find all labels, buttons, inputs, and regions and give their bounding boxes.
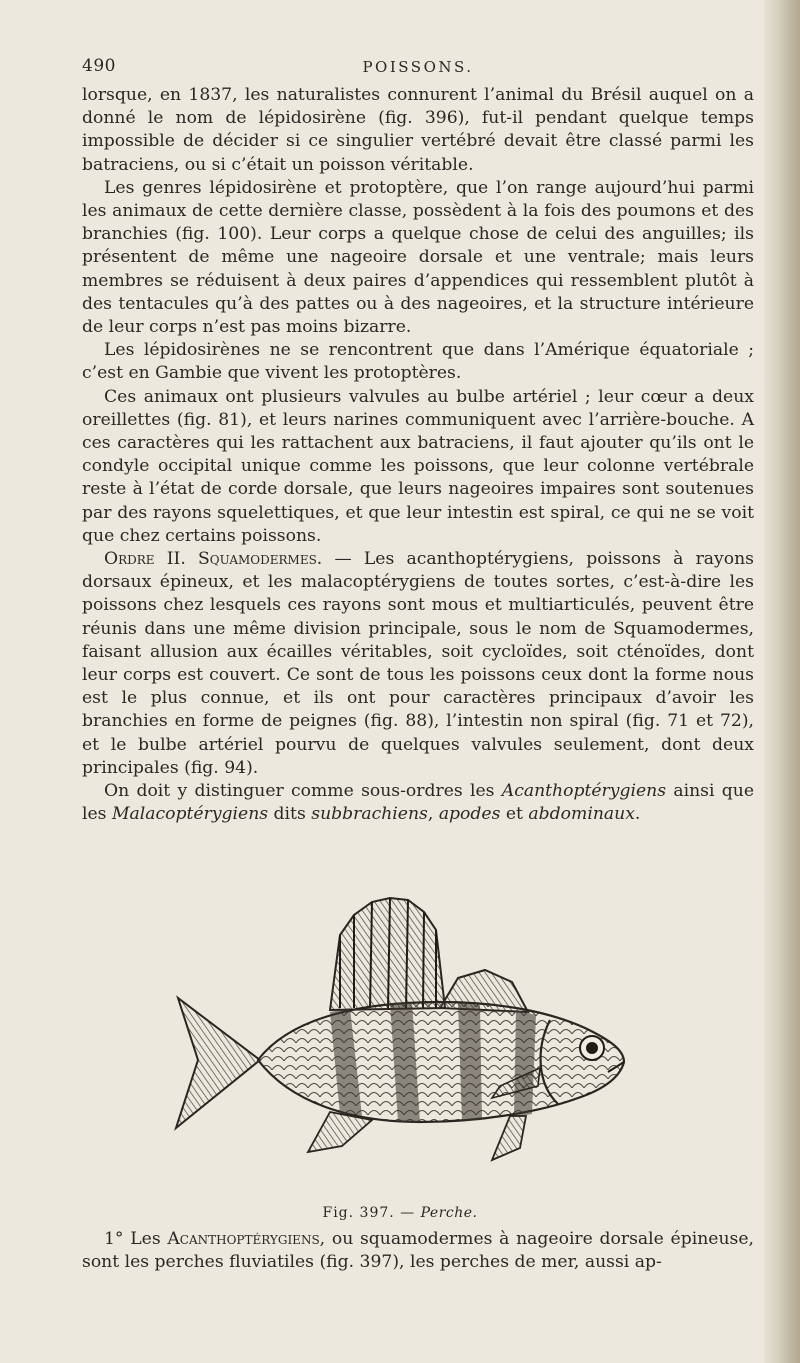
term-malacopterygiens: Malacoptérygiens — [111, 804, 269, 825]
caption-title: Perche. — [420, 1205, 478, 1221]
page-number: 490 — [82, 56, 116, 76]
term-subbrachiens: subbrachiens — [311, 804, 428, 825]
fish-body — [258, 1002, 624, 1122]
text-run: 1° Les — [104, 1229, 168, 1249]
text-run: . — [634, 804, 641, 825]
order-paragraph — [82, 548, 754, 780]
paragraph: Les lépidosirènes ne se rencontrent que dans l’Amérique équatoriale ; c’est en Gambie que vivent les protoptères. — [82, 340, 754, 384]
perch-illustration — [140, 890, 660, 1190]
figure-caption — [0, 1205, 800, 1221]
text-run: , — [427, 804, 439, 825]
running-head: POISSONS. — [362, 58, 474, 76]
suborders-paragraph — [82, 780, 754, 826]
term-abdominaux: abdominaux — [528, 804, 635, 825]
caption-figure-number: Fig. 397. — — [322, 1205, 421, 1221]
text-run: dits — [268, 804, 312, 825]
perch-engraving — [140, 890, 660, 1190]
page-header — [82, 56, 754, 80]
term-acanthopterygiens: Acanthoptérygiens — [501, 781, 667, 802]
continued-text — [82, 1228, 754, 1274]
text-run: et — [500, 804, 529, 825]
anal-fin — [308, 1112, 372, 1152]
page-binding-edge — [764, 0, 800, 1363]
order-text: — Les acanthoptérygiens, poissons à rayons dorsaux épineux, et les malacoptérygiens de toutes sortes, c’est-à-dire les poissons chez lesquels ces rayons sont mous et multiarticulés, peuvent être réunis dans une même division principale, sous le nom de Squamodermes, faisant allusion aux écailles véritables, soit cycloïdes, soit cténoïdes, dont leur corps est couvert. Ce sont de tous les poissons ceux dont la forme nous est le plus connue, et ils ont pour caractères principaux d’avoir les branchies en forme de peignes (fig. 88), l’intestin non spiral (fig. 71 et 72), et le bulbe artériel pourvu de quelques valvules seulement, dont deux principales (fig. 94). — [82, 549, 754, 778]
pelvic-fin — [492, 1116, 526, 1160]
order-heading: Ordre II. Squamodermes. — [104, 549, 323, 570]
tail-fin — [176, 998, 260, 1128]
paragraph — [82, 1228, 754, 1274]
paragraph: Ces animaux ont plusieurs valvules au bulbe artériel ; leur cœur a deux oreillettes (fig. 81), et leurs narines communiquent avec l’arrière-bouche. A ces caractères qui les rattachent aux batraciens, il faut ajouter qu’ils ont le condyle occipital unique comme les poissons, que leur colonne vertébrale reste à l’état de corde dorsale, que leurs nageoires impaires sont soutenues par des rayons squelettiques, et que leur intestin est spiral, ce qui ne se voit que chez certains poissons. — [82, 386, 754, 546]
paragraph: Les genres lépidosirène et protoptère, que l’on range aujourd’hui parmi les animaux de cette dernière classe, possèdent à la fois des poumons et des branchies (fig. 100). Leur corps a quelque chose de celui des anguilles; ils présentent de même une nageoire dorsale et une ventrale; mais leurs membres se réduisent à deux paires d’appendices qui ressemblent plutôt à des tentacules qu’à des pattes ou à des nageoires, et la structure intérieure de leur corps n’est pas moins bizarre. — [82, 177, 754, 338]
paragraph: lorsque, en 1837, les naturalistes connurent l’animal du Brésil auquel on a donné le nom de lépidosirène (fig. 396), fut-il pendant quelque temps impossible de décider si ce singulier vertébré devait être classé parmi les batraciens, ou si c’était un poisson véritable. — [82, 85, 754, 175]
term-acanthopterygiens-heading: Acanthoptérygiens — [167, 1229, 320, 1249]
text-run: ainsi que les — [82, 781, 754, 825]
text-run: , ou squamodermes à nageoire dorsale épineuse, sont les perches fluviatiles (fig. 397), les perches de mer, aussi ap- — [82, 1229, 754, 1273]
text-run: On doit y distinguer comme sous-ordres les — [104, 781, 502, 802]
term-apodes: apodes — [438, 804, 501, 825]
body-text — [82, 84, 754, 827]
